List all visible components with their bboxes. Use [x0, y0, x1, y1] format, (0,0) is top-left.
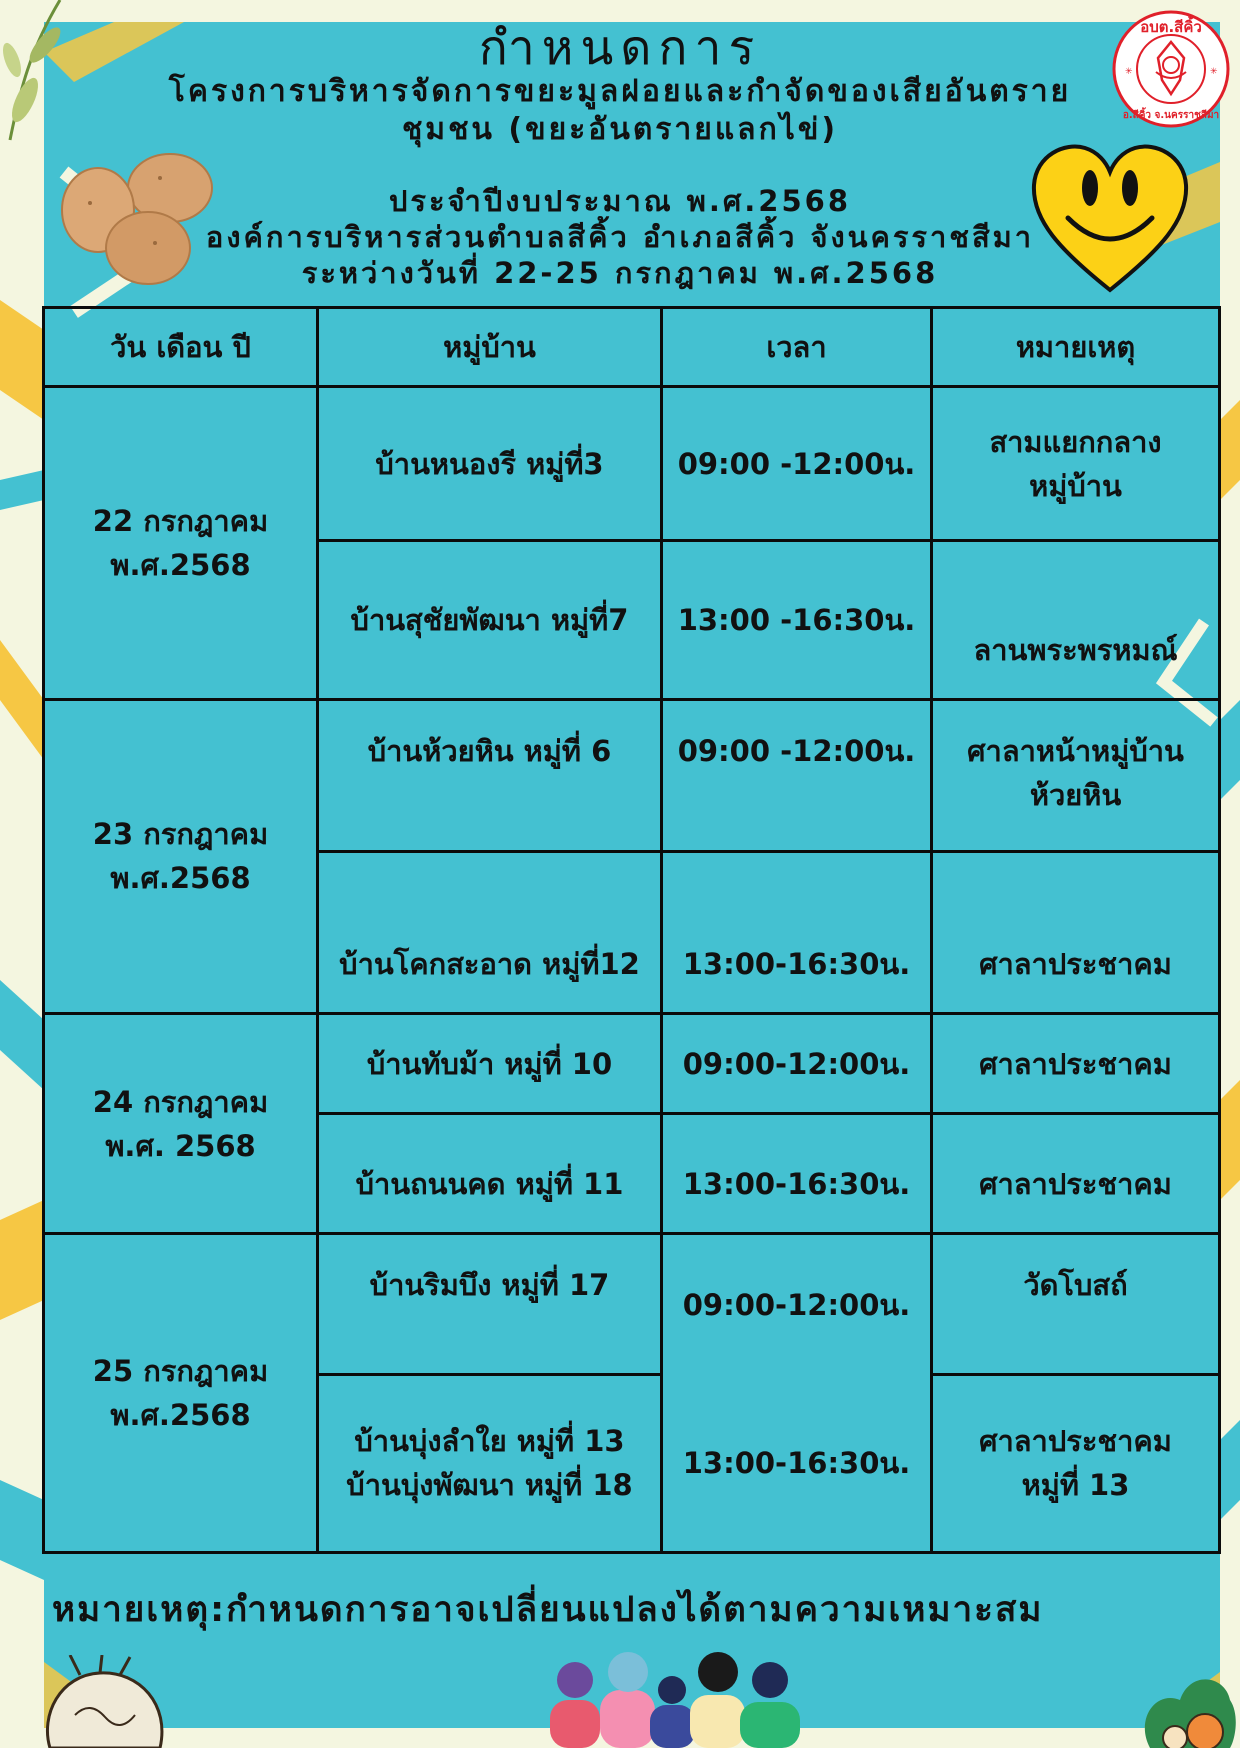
time-cell: 13:00 -16:30น. [662, 541, 932, 699]
time-cell: 09:00-12:00น. [662, 1014, 932, 1114]
village-cell: บ้านห้วยหิน หมู่ที่ 6 [318, 699, 662, 851]
date-line1: 25 กรกฎาคม [92, 1354, 269, 1389]
date-line1: 24 กรกฎาคม [92, 1084, 269, 1119]
table-row [44, 1234, 1220, 1374]
header-note: หมายเหตุ [932, 308, 1220, 387]
time-cell: 13:00-16:30น. [662, 851, 932, 1013]
schedule-table [42, 306, 1221, 1554]
note-cell [932, 699, 1220, 851]
fiscal-year: ประจำปีงบประมาณ พ.ศ.2568 [388, 184, 852, 218]
footnote: หมายเหตุ:กำหนดการอาจเปลี่ยนแปลงได้ตามความเหมาะสม [52, 1590, 1044, 1630]
note-line2: หมู่บ้าน [1029, 468, 1122, 503]
recycle-items-icon [1130, 1660, 1240, 1748]
village-line2: บ้านบุ่งพัฒนา หมู่ที่ 18 [346, 1468, 633, 1503]
village-cell: บ้านถนนคด หมู่ที่ 11 [318, 1114, 662, 1234]
table-header-row [44, 308, 1220, 387]
date-range: ระหว่างวันที่ 22-25 กรกฎาคม พ.ศ.2568 [301, 256, 939, 290]
svg-text:อบต.สีคิ้ว: อบต.สีคิ้ว [1140, 18, 1202, 36]
date-cell [44, 1014, 318, 1234]
svg-text:อ.สีคิ้ว จ.นครราชสีมา: อ.สีคิ้ว จ.นครราชสีมา [1122, 110, 1220, 121]
note-cell: วัดโบสถ์ [932, 1234, 1220, 1374]
village-cell: บ้านทับม้า หมู่ที่ 10 [318, 1014, 662, 1114]
page-title: กำหนดการ [478, 20, 762, 76]
time-cell: 13:00-16:30น. [662, 1114, 932, 1234]
date-line1: 23 กรกฎาคม [92, 817, 269, 852]
note-line2: ห้วยหิน [1029, 777, 1122, 812]
community-people-illustration [540, 1650, 820, 1748]
date-line2: พ.ศ.2568 [110, 547, 251, 582]
note-cell: ศาลาประชาคม [932, 1114, 1220, 1234]
note-line1: สามแยกกลาง [989, 424, 1162, 459]
time-cell: 09:00 -12:00น. [662, 387, 932, 541]
note-cell [932, 1374, 1220, 1552]
date-line2: พ.ศ.2568 [110, 1398, 251, 1433]
date-line2: พ.ศ.2568 [110, 861, 251, 896]
project-name-line1: โครงการบริหารจัดการขยะมูลฝอยและกำจัดของเสียอันตราย [168, 74, 1072, 109]
village-cell: บ้านโคกสะอาด หมู่ที่12 [318, 851, 662, 1013]
note-cell: ศาลาประชาคม [932, 1014, 1220, 1114]
svg-text:✳: ✳ [1125, 67, 1133, 77]
note-cell: ศาลาประชาคม [932, 851, 1220, 1013]
date-cell [44, 387, 318, 699]
village-cell: บ้านริมบึง หมู่ที่ 17 [318, 1234, 662, 1374]
note-cell [932, 387, 1220, 541]
header-date: วัน เดือน ปี [44, 308, 318, 387]
date-line2: พ.ศ. 2568 [105, 1128, 256, 1163]
table-row [44, 387, 1220, 541]
trash-bag-icon [30, 1655, 180, 1748]
village-cell [318, 1374, 662, 1552]
time-cell: 13:00-16:30น. [662, 1374, 932, 1552]
time-cell: 09:00-12:00น. [662, 1234, 932, 1374]
note-line1: ศาลาหน้าหมู่บ้าน [967, 733, 1184, 768]
date-cell [44, 1234, 318, 1553]
note-line1: ศาลาประชาคม [979, 1424, 1172, 1459]
village-cell: บ้านหนองรี หมู่ที่3 [318, 387, 662, 541]
village-line1: บ้านบุ่งลำใย หมู่ที่ 13 [354, 1424, 625, 1459]
project-name-line2: ชุมชน (ขยะอันตรายแลกไข่) [401, 112, 839, 147]
date-line1: 22 กรกฎาคม [92, 503, 269, 538]
table-row [44, 1014, 1220, 1114]
note-line2: หมู่ที่ 13 [1021, 1468, 1130, 1503]
note-cell: ลานพระพรหมณ์ [932, 541, 1220, 699]
table-row [44, 699, 1220, 851]
header-time: เวลา [662, 308, 932, 387]
svg-text:✳: ✳ [1210, 67, 1218, 77]
village-cell: บ้านสุชัยพัฒนา หมู่ที่7 [318, 541, 662, 699]
date-cell [44, 699, 318, 1013]
organization-name: องค์การบริหารส่วนตำบลสีคิ้ว อำเภอสีคิ้ว จังนครราชสีมา [205, 220, 1035, 254]
time-cell: 09:00 -12:00น. [662, 699, 932, 851]
header-village: หมู่บ้าน [318, 308, 662, 387]
